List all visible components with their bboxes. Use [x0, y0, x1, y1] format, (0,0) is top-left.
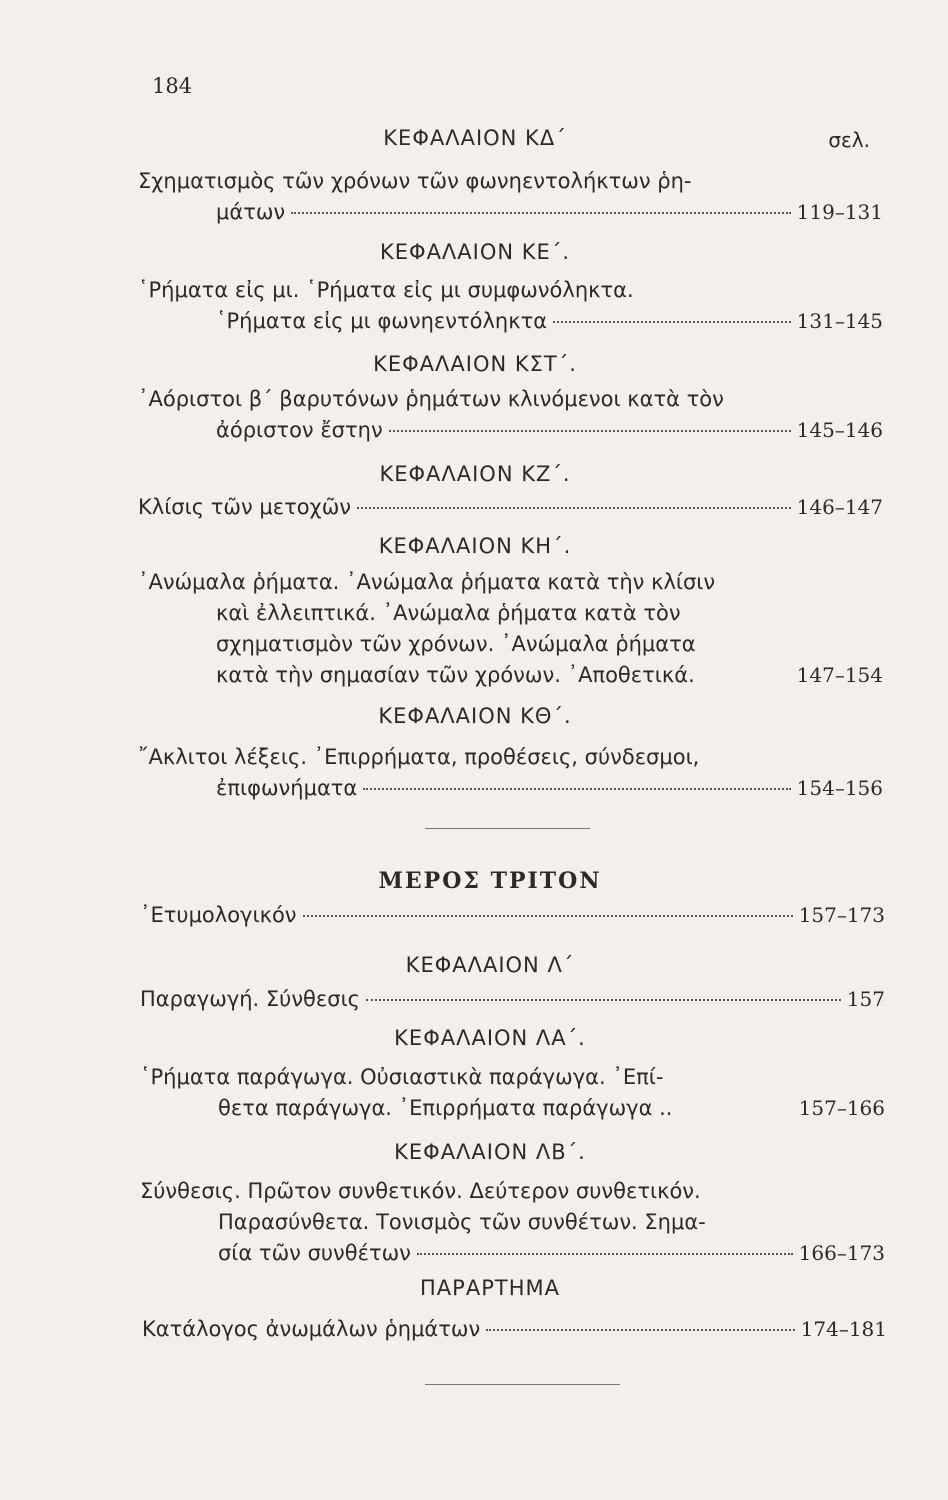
leader-dots: [417, 1253, 793, 1255]
chapter-heading: ΚΕΦΑΛΑΙΟΝ ΛΒ΄.: [394, 1140, 586, 1164]
leader-dots: [389, 430, 791, 432]
toc-entry: [138, 492, 883, 523]
leader-dots: [357, 507, 791, 509]
appendix-heading: ΠΑΡΑΡΤΗΜΑ: [420, 1276, 560, 1300]
page-range: 146–147: [796, 495, 883, 519]
toc-entry: [138, 567, 883, 691]
entry-text: ᾿Ετυμολογικόν: [140, 903, 297, 927]
toc-entry: [140, 984, 885, 1015]
end-divider: [425, 1384, 620, 1385]
entry-line: Παρασύνθετα. Τονισμὸς τῶν συνθέτων. Σημα-: [218, 1210, 706, 1234]
entry-line: [138, 197, 883, 228]
leader-dots: [486, 1329, 794, 1331]
entry-line: [140, 1238, 885, 1269]
toc-entry: [140, 1062, 885, 1124]
leader-dots: [291, 212, 790, 214]
chapter-heading: ΚΕΦΑΛΑΙΟΝ ΚΗ΄.: [378, 534, 572, 558]
page-range: 147–154: [796, 663, 883, 687]
page-range: 154–156: [796, 776, 883, 800]
entry-text: μάτων: [216, 200, 286, 224]
entry-line: ᾿Αόριστοι β΄ βαρυτόνων ῥημάτων κλινόμενοι κατὰ τὸν: [138, 387, 724, 411]
page-range: 157: [846, 987, 885, 1011]
part-title: ΜΕΡΟΣ ΤΡΙΤΟΝ: [378, 868, 602, 894]
entry-line: ῾Ρήματα εἰς μι. ῾Ρήματα εἰς μι συμφωνόληκτα.: [138, 278, 634, 302]
leader-dots: [553, 321, 791, 323]
leader-dots: [303, 915, 793, 917]
chapter-heading: ΚΕΦΑΛΑΙΟΝ ΛΑ΄.: [394, 1026, 586, 1050]
entry-line: Σχηματισμὸς τῶν χρόνων τῶν φωνηεντολήκτων ῥη-: [138, 169, 692, 193]
entry-line: [140, 900, 885, 931]
page-column-label: σελ.: [828, 128, 870, 152]
page-range: 157–173: [798, 903, 885, 927]
toc-entry: [140, 900, 885, 931]
entry-line: ῾Ρήματα παράγωγα. Οὐσιαστικὰ παράγωγα. ᾿Επί-: [140, 1065, 664, 1089]
entry-text: ἐπιφωνήματα: [216, 776, 358, 800]
page-range: 145–146: [796, 418, 883, 442]
chapter-heading: ΚΕΦΑΛΑΙΟΝ ΚΖ΄.: [379, 462, 571, 486]
chapter-heading: ΚΕΦΑΛΑΙΟΝ ΚΣΤ΄.: [373, 352, 577, 376]
chapter-heading: ΚΕΦΑΛΑΙΟΝ Λ΄: [405, 953, 575, 977]
entry-text: Κατάλογος ἀνωμάλων ῥημάτων: [142, 1317, 481, 1341]
entry-line: ᾿Ανώμαλα ῥήματα. ᾿Ανώμαλα ῥήματα κατὰ τὴν κλίσιν: [138, 570, 716, 594]
entry-text: ῾Ρήματα εἰς μι φωνηεντόληκτα: [216, 309, 548, 333]
entry-line: [138, 415, 883, 446]
entry-line: [138, 492, 883, 523]
section-divider: [425, 828, 590, 829]
entry-line: ῎Ακλιτοι λέξεις. ᾿Επιρρήματα, προθέσεις, σύνδεσμοι,: [138, 745, 700, 769]
page-range: 166–173: [798, 1241, 885, 1265]
page-range: 157–166: [798, 1096, 885, 1120]
entry-line: [140, 1093, 885, 1124]
toc-entry: [142, 1314, 887, 1345]
entry-text: ἀόριστον ἔστην: [216, 418, 383, 442]
entry-line: [142, 1314, 887, 1345]
entry-line: καὶ ἐλλειπτικά. ᾿Ανώμαλα ῥήματα κατὰ τὸν: [216, 601, 681, 625]
toc-entry: [138, 166, 883, 228]
entry-text: σία τῶν συνθέτων: [218, 1241, 411, 1265]
entry-text: Κλίσις τῶν μετοχῶν: [138, 495, 352, 519]
entry-line: σχηματισμὸν τῶν χρόνων. ᾿Ανώμαλα ῥήματα: [216, 632, 696, 656]
page-range: 174–181: [800, 1317, 887, 1341]
entry-line: Σύνθεσις. Πρῶτον συνθετικόν. Δεύτερον συνθετικόν.: [140, 1179, 701, 1203]
entry-text: κατὰ τὴν σημασίαν τῶν χρόνων. ᾿Αποθετικά.: [216, 663, 695, 687]
page-range: 131–145: [796, 309, 883, 333]
chapter-heading: ΚΕΦΑΛΑΙΟΝ ΚΔ΄: [383, 126, 567, 150]
entry-text: θετα παράγωγα. ᾿Επιρρήματα παράγωγα ..: [218, 1096, 673, 1120]
page-range: 119–131: [796, 200, 883, 224]
leader-dots: [366, 999, 841, 1001]
entry-line: [138, 660, 883, 691]
toc-entry: [138, 742, 883, 804]
entry-line: [138, 306, 883, 337]
toc-entry: [140, 1176, 885, 1269]
entry-line: [138, 773, 883, 804]
toc-entry: [138, 384, 883, 446]
chapter-heading: ΚΕΦΑΛΑΙΟΝ ΚΕ΄.: [380, 240, 570, 264]
leader-dots: [363, 788, 790, 790]
page-number: 184: [152, 74, 193, 98]
entry-line: [140, 984, 885, 1015]
entry-text: Παραγωγή. Σύνθεσις: [140, 987, 360, 1011]
toc-entry: [138, 275, 883, 337]
chapter-heading: ΚΕΦΑΛΑΙΟΝ ΚΘ΄.: [378, 704, 572, 728]
